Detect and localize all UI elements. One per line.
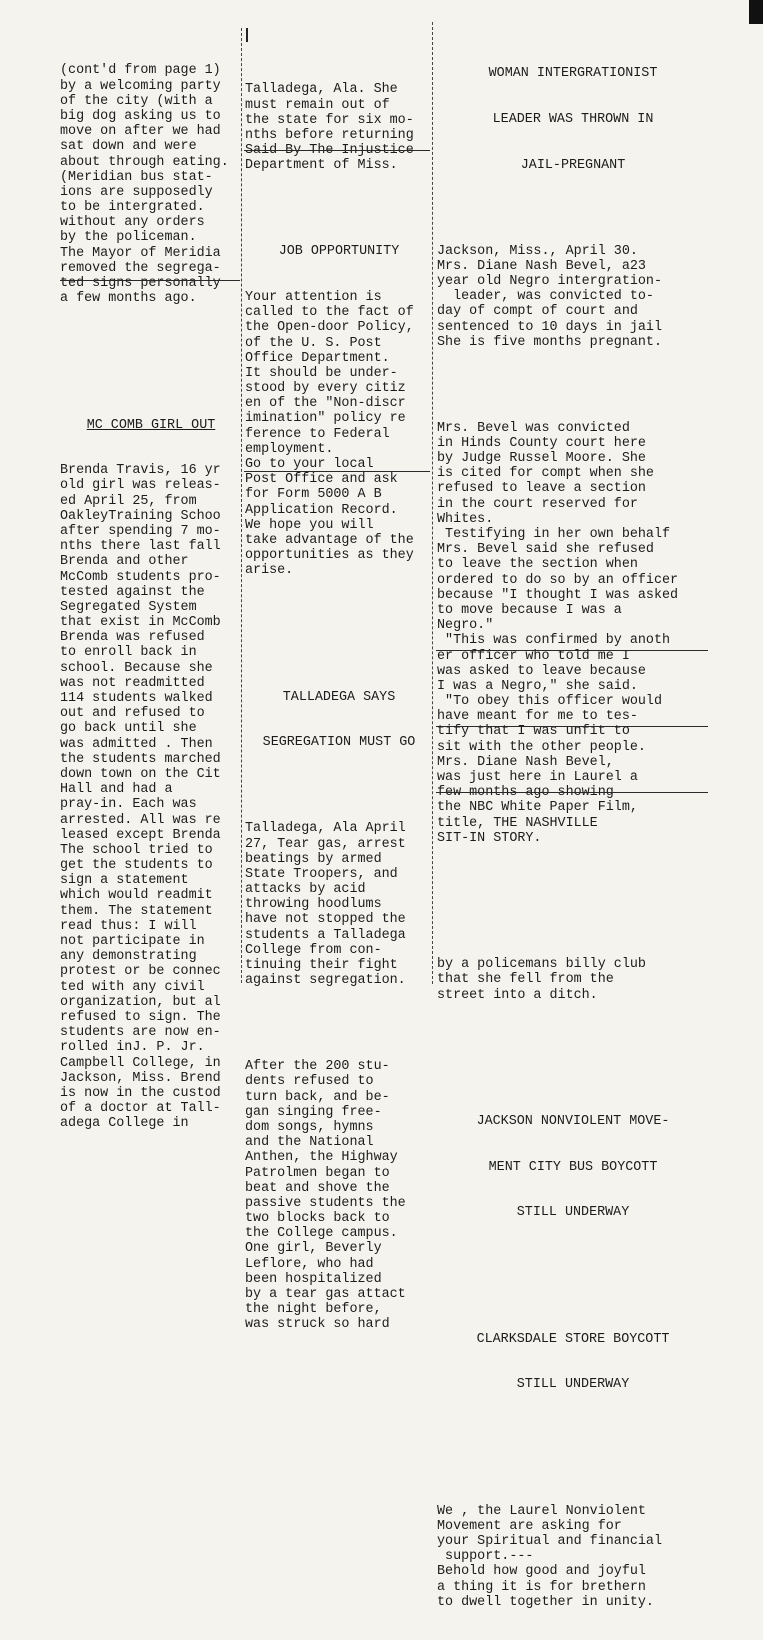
column3-bevel-story (437, 421, 709, 846)
rule-col2-talladega (244, 471, 430, 472)
text-line: students are now en- (60, 1025, 221, 1041)
text-line: Brenda was refused (60, 630, 205, 646)
text-line: to leave the section when (437, 557, 638, 573)
text-line: is cited for compt when she (437, 466, 654, 482)
text-line: gan singing free- (245, 1104, 382, 1120)
text-line: by a tear gas attact (245, 1287, 406, 1302)
text-line: in the court reserved for (437, 496, 638, 512)
text-line: tested against the (60, 584, 205, 600)
text-line: OakleyTraining Schoo (60, 508, 221, 524)
text-line: the state for six mo- (245, 112, 414, 128)
text-line: ions are supposedly (60, 184, 213, 200)
text-line: arrested. All was re (60, 812, 221, 828)
text-line: year old Negro intergration- (437, 273, 662, 289)
text-line: "This was confirmed by anoth (437, 633, 671, 649)
rule-col3-mid (436, 650, 708, 651)
text-line: It should be under- (245, 365, 398, 381)
text-line: leader, was convicted to- (437, 289, 654, 305)
text-line: must remain out of (245, 97, 390, 113)
text-line: the Open-door Policy, (245, 320, 414, 336)
column-1 (60, 33, 242, 1162)
text-line: Hall and had a (60, 782, 173, 798)
text-line: protest or be connec (60, 964, 221, 980)
text-line: been hospitalized (245, 1271, 382, 1287)
text-line: ted signs personally (60, 276, 221, 292)
talladega-headline-line1: TALLADEGA SAYS (282, 689, 396, 705)
text-line: Leflore, who had (245, 1256, 374, 1272)
column1-mccomb-text (60, 463, 242, 1131)
text-line: Campbell College, in (60, 1055, 221, 1071)
text-line: SIT-IN STORY. (437, 830, 542, 846)
text-line: arise. (245, 563, 294, 579)
text-line: without any orders (60, 215, 205, 231)
text-line: Post Office and ask (245, 472, 398, 488)
text-line: Brenda and other (60, 554, 189, 570)
text-line: is now in the custod (60, 1085, 221, 1101)
text-line: refused to leave a section (437, 481, 646, 497)
text-line: dom songs, hymns (245, 1119, 374, 1135)
text-line: Go to your local (245, 457, 374, 472)
punch-hole-mark (749, 0, 763, 24)
text-line: sentenced to 10 days in jail (437, 319, 662, 335)
text-line: 27, Tear gas, arrest (245, 836, 406, 852)
rule-col2-job (244, 150, 430, 151)
text-line: by Judge Russel Moore. She (437, 451, 646, 467)
text-line: big dog asking us to (60, 108, 221, 124)
text-line: ed April 25, from (60, 493, 197, 509)
text-line: imination" policy re (245, 411, 406, 427)
text-line: ference to Federal (245, 426, 390, 442)
text-line: I was a Negro," she said. (437, 678, 638, 694)
text-line: Mrs. Bevel was convicted (437, 420, 630, 436)
column2-talladega-story (245, 821, 433, 988)
text-line: old girl was releas- (60, 478, 221, 494)
text-line: a thing it is for brethern (437, 1579, 646, 1595)
text-line: Jackson, Miss., April 30. (437, 243, 638, 259)
text-line: was not readmitted (60, 675, 205, 691)
text-line: after spending 7 mo- (60, 523, 221, 539)
text-line: Testifying in her own behalf (437, 527, 671, 543)
text-line: Office Department. (245, 350, 390, 366)
text-line: school. Because she (60, 660, 213, 676)
text-line: called to the fact of (245, 305, 414, 321)
text-line: sat down and were (60, 139, 197, 155)
text-line: the NBC White Paper Film, (437, 800, 638, 816)
text-line: dents refused to (245, 1074, 374, 1090)
text-line: Negro." (437, 618, 494, 634)
text-line: was asked to leave because (437, 663, 646, 679)
store-boycott-headline-line1: CLARKSDALE STORE BOYCOTT (476, 1331, 670, 1347)
text-line: "To obey this officer would (437, 694, 662, 710)
rule-col1-mid (60, 280, 240, 281)
text-line: the students marched (60, 751, 221, 767)
text-line: down town on the Cit (60, 766, 221, 782)
text-line: er officer who told me I (437, 648, 630, 664)
bus-boycott-headline-line1: JACKSON NONVIOLENT MOVE- (476, 1113, 670, 1129)
text-line: title, THE NASHVILLE (437, 815, 598, 831)
text-line: Segregated System (60, 599, 197, 615)
text-line: students a Talladega (245, 927, 406, 943)
text-line: the College campus. (245, 1226, 398, 1242)
text-line: (cont'd from page 1) (60, 63, 221, 79)
text-line: of the U. S. Post (245, 335, 382, 351)
woman-headline-line2: LEADER WAS THROWN IN (492, 112, 654, 127)
woman-headline-line1: WOMAN INTERGRATIONIST (488, 66, 658, 82)
rule-col3-store (436, 792, 708, 793)
column-3 (437, 36, 709, 1640)
text-line: employment. (245, 441, 334, 457)
column1-continued-text (60, 63, 242, 306)
text-line: because "I thought I was asked (437, 587, 679, 603)
text-line: opportunities as they (245, 548, 414, 564)
text-line: We , the Laurel Nonviolent (437, 1503, 646, 1519)
text-line: pray-in. Each was (60, 797, 197, 813)
job-opportunity-headline: JOB OPPORTUNITY (278, 244, 400, 260)
text-line: adega College in (60, 1116, 189, 1132)
text-line: the night before, (245, 1302, 382, 1318)
text-line: Movement are asking for (437, 1518, 622, 1534)
text-line: nths before returning (245, 127, 414, 143)
text-line: organization, but al (60, 994, 221, 1010)
woman-headline-line3: JAIL-PREGNANT (520, 157, 626, 173)
text-line: rolled inJ. P. Jr. (60, 1040, 205, 1056)
column3-bevel-lead (437, 244, 709, 350)
text-line: two blocks back to (245, 1211, 390, 1227)
column3-laurel-appeal (437, 1504, 709, 1610)
column2-talladega-text (245, 82, 433, 173)
text-line: She is five months pregnant. (437, 334, 662, 350)
text-line: in Hinds County court here (437, 435, 646, 451)
text-line: removed the segrega- (60, 260, 221, 276)
text-line: Talladega, Ala. She (245, 82, 398, 98)
text-line: ordered to do so by an officer (437, 572, 679, 588)
text-line: which would readmit (60, 888, 213, 904)
store-boycott-headline-line2: STILL UNDERWAY (516, 1377, 630, 1393)
text-line: tinuing their fight (245, 958, 398, 973)
text-line: out and refused to (60, 706, 205, 722)
text-line: Mrs. Bevel said she refused (437, 542, 654, 558)
mccomb-headline: MC COMB GIRL OUT (86, 417, 216, 433)
text-line: tify that I was unfit to (437, 724, 630, 740)
text-line: refused to sign. The (60, 1009, 221, 1025)
text-line: 114 students walked (60, 691, 213, 707)
text-line: The Mayor of Meridia (60, 245, 221, 261)
text-line: to dwell together in unity. (437, 1594, 654, 1610)
text-line: for Form 5000 A B (245, 487, 382, 503)
bus-boycott-headline-line3: STILL UNDERWAY (516, 1205, 630, 1221)
text-line: Brenda Travis, 16 yr (60, 463, 221, 479)
text-line: throwing hoodlums (245, 897, 382, 913)
text-line: College from con- (245, 942, 382, 958)
text-line: and the National (245, 1135, 374, 1151)
column3-billy-club-text (437, 957, 709, 1003)
text-line: to be intergrated. (60, 200, 205, 216)
text-line: State Troopers, and (245, 866, 398, 882)
text-line: that exist in McComb (60, 615, 221, 631)
text-line: (Meridian bus stat- (60, 169, 213, 185)
text-line: Department of Miss. (245, 158, 398, 174)
text-line: your Spiritual and financial (437, 1533, 662, 1549)
text-line: them. The statement (60, 903, 213, 919)
text-line: was struck so hard (245, 1317, 390, 1333)
text-line: McComb students pro- (60, 569, 221, 585)
text-line: Talladega, Ala April (245, 821, 406, 837)
text-line: have not stopped the (245, 912, 406, 928)
text-line: Jackson, Miss. Brend (60, 1070, 221, 1086)
text-line: Patrolmen began to (245, 1165, 390, 1181)
text-line: After the 200 stu- (245, 1059, 390, 1075)
text-line: turn back, and be- (245, 1089, 390, 1105)
text-line: Mrs. Diane Nash Bevel, a23 (437, 258, 646, 274)
text-line: go back until she (60, 721, 197, 737)
text-line: of the city (with a (60, 93, 213, 109)
text-line: leased except Brenda (60, 827, 221, 843)
text-line: any demonstrating (60, 949, 197, 965)
text-line: few months ago showing (437, 785, 614, 801)
talladega-headline-line2: SEGREGATION MUST GO (262, 735, 416, 751)
text-line: by a welcoming party (60, 78, 221, 94)
text-line: by a policemans billy club (437, 957, 646, 973)
text-line: day of compt of court and (437, 304, 638, 320)
text-line: get the students to (60, 858, 213, 874)
text-line: Mrs. Diane Nash Bevel, (437, 754, 614, 770)
text-line: to move because I was a (437, 602, 622, 618)
text-line: was admitted . Then (60, 736, 213, 752)
text-line: Anthen, the Highway (245, 1150, 398, 1166)
text-line: a few months ago. (60, 291, 197, 307)
text-line: beat and shove the (245, 1180, 390, 1196)
column2-job-text (245, 290, 433, 579)
text-line: The school tried to (60, 842, 213, 858)
text-line: Your attention is (245, 289, 382, 305)
text-line: en of the "Non-discr (245, 396, 406, 412)
text-line: of a doctor at Tall- (60, 1101, 221, 1117)
text-line: nths there last fall (60, 539, 221, 555)
text-line: stood by every citiz (245, 381, 406, 397)
text-line: ted with any civil (60, 979, 205, 995)
text-line: Said By The Injustice (245, 143, 414, 159)
text-line: move on after we had (60, 124, 221, 140)
text-line: attacks by acid (245, 882, 366, 898)
text-line: that she fell from the (437, 972, 614, 988)
text-line: take advantage of the (245, 532, 414, 548)
text-line: have meant for me to tes- (437, 709, 638, 725)
text-line: about through eating. (60, 154, 229, 170)
bus-boycott-headline-line2: MENT CITY BUS BOYCOTT (488, 1159, 658, 1175)
text-line: sit with the other people. (437, 739, 646, 755)
column-2 (245, 52, 433, 1363)
text-line: read thus: I will (60, 918, 197, 934)
text-line: sign a statement (60, 873, 189, 889)
text-line: by the policeman. (60, 230, 197, 246)
text-line: not participate in (60, 934, 205, 950)
text-line: to enroll back in (60, 645, 197, 661)
text-line: We hope you will (245, 517, 374, 533)
text-line: support.--- (437, 1549, 534, 1565)
text-line: Behold how good and joyful (437, 1564, 646, 1580)
text-line: was just here in Laurel a (437, 770, 638, 786)
text-line: against segregation. (245, 973, 406, 989)
column-top-mark (246, 28, 258, 42)
text-line: passive students the (245, 1195, 406, 1211)
text-line: beatings by armed (245, 851, 382, 867)
rule-col3-bus (436, 726, 708, 727)
text-line: street into a ditch. (437, 987, 598, 1003)
text-line: Application Record. (245, 502, 398, 518)
text-line: One girl, Beverly (245, 1241, 382, 1257)
text-line: Whites. (437, 511, 494, 527)
column2-talladega-story-cont (245, 1059, 433, 1332)
